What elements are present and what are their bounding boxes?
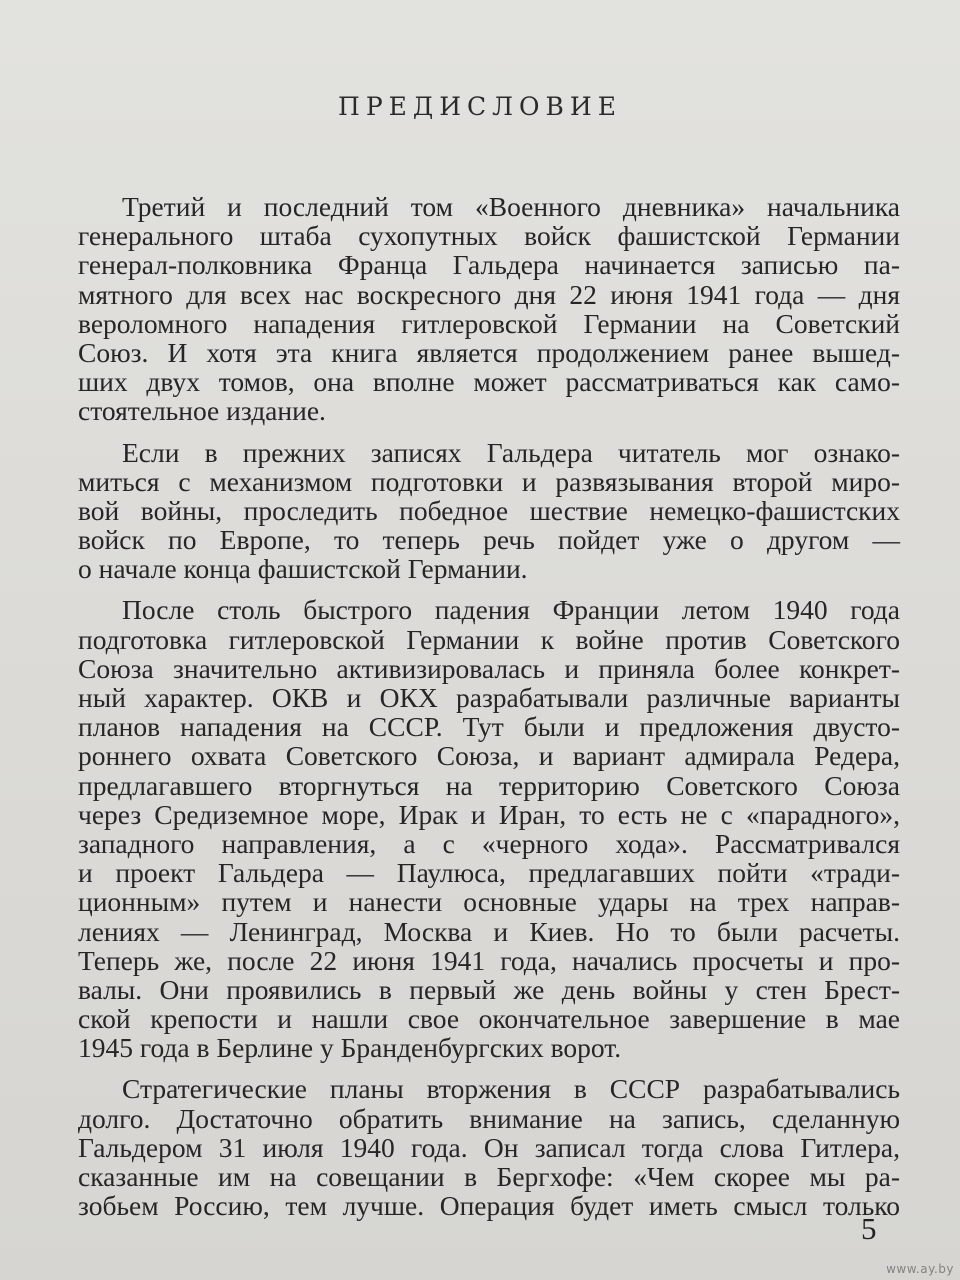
page-number: 5: [861, 1211, 877, 1246]
text-line: Союз. И хотя эта книга является продолжением ранее вышед-: [78, 336, 900, 368]
text-line: роннего охвата Советского Союза, и вариант адмирала Редера,: [78, 740, 900, 772]
text-line: долго. Достаточно обратить внимание на запись, сделанную: [78, 1102, 900, 1134]
text-line: Теперь же, после 22 июня 1941 года, начались просчеты и про-: [78, 944, 900, 976]
text-line: вероломного нападения гитлеровской Германии на Советский: [78, 307, 900, 339]
text-line: После столь быстрого падения Франции летом 1940 года: [122, 594, 900, 626]
text-line: ской крепости и нашли свое окончательное завершение в мае: [78, 1003, 900, 1035]
text-line: и проект Гальдера — Паулюса, предлагавших пойти «тради-: [78, 857, 900, 889]
text-line: Если в прежних записях Гальдера читатель мог ознако-: [122, 436, 900, 468]
paragraph: [78, 438, 900, 584]
text-line: лениях — Ленинград, Москва и Киев. Но то были расчеты.: [78, 915, 900, 947]
text-line: стоятельное издание.: [78, 395, 326, 427]
text-line: о начале конца фашистской Германии.: [78, 553, 528, 585]
text-line: Гальдером 31 июля 1940 года. Он записал тогда слова Гитлера,: [78, 1131, 900, 1163]
text-line: мятного для всех нас воскресного дня 22 июня 1941 года — дня: [78, 278, 900, 310]
text-line: ших двух томов, она вполне может рассматриваться как само-: [78, 366, 900, 398]
paragraph: [78, 595, 900, 1062]
text-line: 1945 года в Берлине у Бранденбургских ворот.: [78, 1032, 622, 1064]
text-line: ный характер. ОКВ и ОКХ разрабатывали различные варианты: [78, 682, 900, 713]
text-line: ционным» путем и нанести основные удары на трех направ-: [78, 886, 900, 918]
text-line: войск по Европе, то теперь речь пойдет уже о другом —: [78, 524, 900, 556]
body-text: [78, 192, 900, 1232]
text-line: генерального штаба сухопутных войск фашистской Германии: [78, 220, 900, 252]
text-line: подготовка гитлеровской Германии к войне против Советского: [78, 623, 900, 655]
text-line: зобьем Россию, тем лучше. Операция будет иметь смысл только: [78, 1190, 900, 1222]
text-line: сказанные им на совещании в Бергхофе: «Чем скорее мы ра-: [78, 1161, 900, 1192]
text-line: западного направления, а с «черного хода». Рассматривался: [78, 827, 900, 859]
text-line: валы. Они проявились в первый же день войны у стен Брест-: [78, 973, 900, 1005]
watermark: www.ay.by: [886, 1262, 954, 1276]
paragraph: [78, 1074, 900, 1220]
text-line: предлагавшего вторгнуться на территорию Советского Союза: [78, 769, 900, 801]
text-line: Союза значительно активизировалась и приняла более конкрет-: [78, 652, 900, 684]
paragraph: [78, 192, 900, 426]
text-line: Третий и последний том «Военного дневника» начальника: [122, 191, 900, 222]
text-line: планов нападения на СССР. Тут были и предложения двусто-: [78, 711, 900, 743]
text-line: вой войны, проследить победное шествие немецко-фашистских: [78, 494, 900, 526]
text-line: Стратегические планы вторжения в СССР разрабатывались: [122, 1073, 900, 1105]
text-line: генерал-полковника Франца Гальдера начинается записью па-: [78, 249, 900, 281]
text-line: через Средиземное море, Ирак и Иран, то есть не с «парадного»,: [78, 798, 900, 830]
text-line: миться с механизмом подготовки и развязывания второй миро-: [78, 465, 900, 497]
page-title: ПРЕДИСЛОВИЕ: [338, 92, 622, 121]
